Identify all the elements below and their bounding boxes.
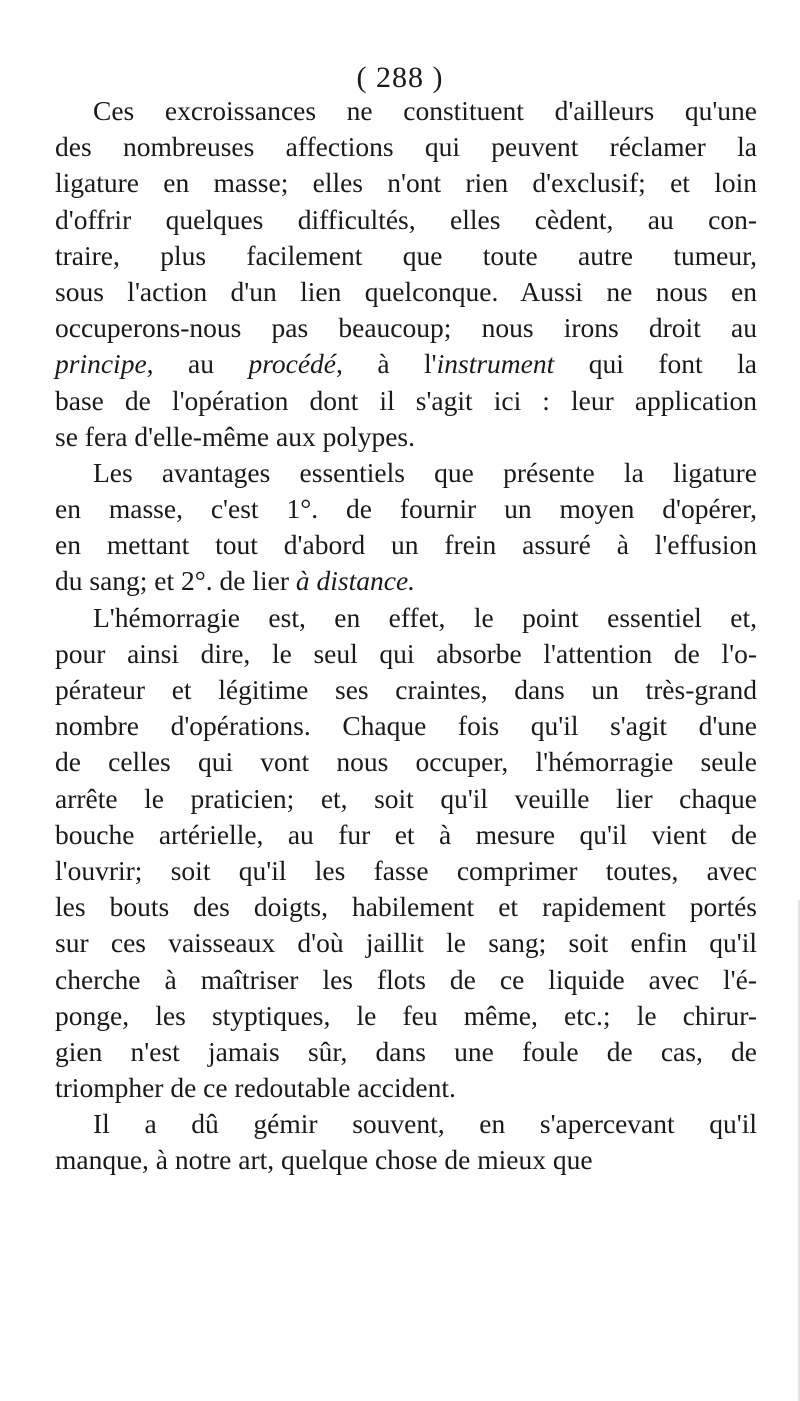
text-run: , à l' [336, 348, 437, 380]
text-run: manque, à notre art, quelque chose de mieux que [55, 1144, 593, 1176]
text-line [55, 817, 757, 853]
text-run: sous l'action d'un lien quelconque. Aussi ne nous en [55, 275, 757, 307]
text-run: arrête le praticien; et, soit qu'il veuille lier chaque [55, 782, 757, 814]
text-run: triompher de ce redoutable accident. [55, 1072, 456, 1104]
text-line [55, 1070, 757, 1106]
italic-run: principe [55, 348, 147, 380]
text-run: d'offrir quelques difficultés, elles cèdent, au con- [55, 203, 757, 235]
text-line [55, 600, 757, 636]
text-run: sur ces vaisseaux d'où jaillit le sang; soit enfin qu'il [55, 927, 757, 959]
text-line [55, 202, 757, 238]
text-run: qui font la [554, 348, 757, 380]
text-line [55, 419, 757, 455]
text-line [55, 383, 757, 419]
text-line [55, 636, 757, 672]
text-run: ponge, les styptiques, le feu même, etc.; le chirur- [55, 999, 757, 1031]
text-line [55, 1142, 757, 1178]
paragraph [55, 600, 757, 1107]
text-line [55, 346, 757, 382]
paragraph [55, 93, 757, 455]
text-run: l'ouvrir; soit qu'il les fasse comprimer toutes, avec [55, 854, 757, 886]
text-run: base de l'opération dont il s'agit ici : leur application [55, 384, 757, 416]
text-run: en mettant tout d'abord un frein assuré à l'effusion [55, 529, 757, 561]
text-run: pérateur et légitime ses craintes, dans un très-grand [55, 674, 757, 705]
text-line [55, 527, 757, 563]
italic-run: instrument [436, 348, 555, 380]
italic-run: à distance. [295, 565, 416, 597]
text-run: cherche à maîtriser les flots de ce liquide avec l'é- [55, 963, 757, 995]
text-line [55, 93, 757, 129]
text-line [55, 998, 757, 1034]
text-line [55, 672, 757, 708]
text-run: des nombreuses affections qui peuvent réclamer la [55, 131, 757, 163]
text-run: bouche artérielle, au fur et à mesure qu'il vient de [55, 818, 757, 850]
text-run: L'hémorragie est, en effet, le point essentiel et, [93, 601, 757, 633]
text-line [55, 1034, 757, 1070]
text-line [55, 1106, 757, 1142]
text-run: gien n'est jamais sûr, dans une foule de cas, de [55, 1035, 757, 1067]
text-line [55, 129, 757, 165]
text-line [55, 238, 757, 274]
text-run: de celles qui vont nous occuper, l'hémorragie seule [55, 746, 757, 778]
text-line [55, 962, 757, 998]
text-line [55, 708, 757, 744]
text-run: du sang; et 2°. de lier [55, 565, 296, 597]
text-line [55, 744, 757, 780]
text-run: occuperons-nous pas beaucoup; nous irons droit au [55, 312, 757, 344]
paragraph [55, 1106, 757, 1178]
text-run: Les avantages essentiels que présente la ligature [93, 456, 757, 488]
text-line [55, 781, 757, 817]
text-line [55, 925, 757, 961]
italic-run: procédé [248, 348, 336, 380]
text-line [55, 853, 757, 889]
text-line [55, 563, 757, 599]
body-text [55, 93, 757, 1179]
text-run: en masse, c'est 1°. de fournir un moyen d'opérer, [55, 493, 757, 525]
text-line [55, 455, 757, 491]
text-run: nombre d'opérations. Chaque fois qu'il s'agit d'une [55, 710, 757, 742]
text-run: , au [146, 348, 249, 380]
text-line [55, 889, 757, 925]
text-run: les bouts des doigts, habilement et rapidement portés [55, 891, 757, 923]
text-line [55, 310, 757, 346]
text-run: Il a dû gémir souvent, en s'apercevant qu'il [93, 1108, 757, 1140]
text-run: Ces excroissances ne constituent d'ailleurs qu'une [93, 95, 757, 126]
text-line [55, 491, 757, 527]
paragraph [55, 455, 757, 600]
text-line [55, 274, 757, 310]
text-run: pour ainsi dire, le seul qui absorbe l'attention de l'o- [55, 637, 757, 669]
text-run: traire, plus facilement que toute autre tumeur, [55, 239, 757, 271]
text-run: se fera d'elle-même aux polypes. [55, 420, 416, 452]
text-run: ligature en masse; elles n'ont rien d'exclusif; et loin [55, 167, 757, 199]
page-number: ( 288 ) [356, 61, 444, 94]
text-line [55, 165, 757, 201]
